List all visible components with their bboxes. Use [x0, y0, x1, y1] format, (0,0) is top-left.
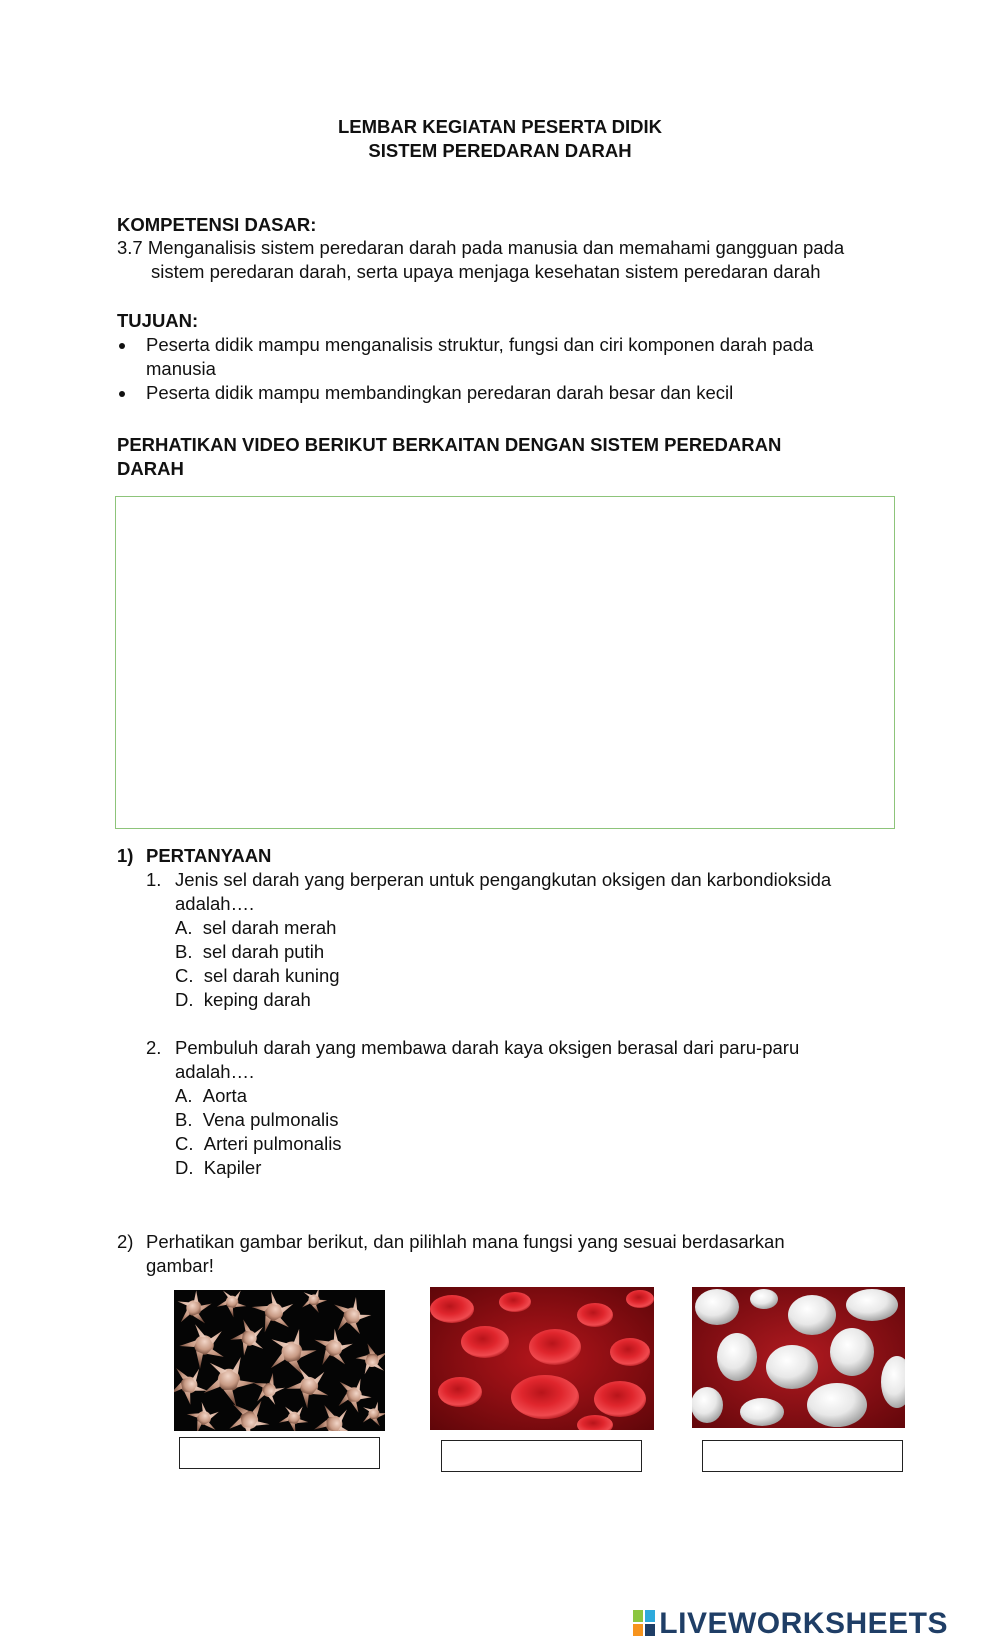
- question-2-number: 2.: [146, 1037, 162, 1058]
- section2-instruction-cont: gambar!: [146, 1255, 214, 1276]
- option-text: Arteri pulmonalis: [203, 1133, 342, 1154]
- option-letter: C.: [175, 965, 194, 986]
- document-title: LEMBAR KEGIATAN PESERTA DIDIK: [337, 116, 663, 137]
- answer-box-red-blood-cell[interactable]: [441, 1440, 642, 1472]
- option-letter: D.: [175, 1157, 194, 1178]
- section2-number: 2): [117, 1231, 134, 1252]
- logo-text: LIVEWORKSHEETS: [659, 1607, 948, 1640]
- q2-option-b[interactable]: [175, 1108, 339, 1132]
- q2-option-c[interactable]: [175, 1132, 342, 1156]
- option-letter: A.: [175, 1085, 193, 1106]
- option-text: keping darah: [203, 989, 311, 1010]
- option-text: sel darah kuning: [203, 965, 340, 986]
- tujuan-item-2: Peserta didik mampu membandingkan peredaran darah besar dan kecil: [146, 382, 734, 403]
- q1-option-c[interactable]: [175, 964, 340, 988]
- question-1-number: 1.: [146, 869, 162, 890]
- video-player[interactable]: [115, 496, 895, 829]
- section1-heading: PERTANYAAN: [146, 845, 272, 866]
- q2-option-a[interactable]: [175, 1084, 247, 1108]
- option-text: Kapiler: [203, 1157, 262, 1178]
- kompetensi-heading: KOMPETENSI DASAR:: [117, 214, 317, 235]
- white-blood-cell-illustration: [692, 1287, 905, 1428]
- q2-option-d[interactable]: [175, 1156, 261, 1180]
- platelet-illustration: [174, 1290, 385, 1431]
- kompetensi-text-line1: 3.7 Menganalisis sistem peredaran darah pada manusia dan memahami gangguan pada: [117, 237, 845, 258]
- question-1-text: Jenis sel darah yang berperan untuk pengangkutan oksigen dan karbondioksida: [175, 869, 832, 890]
- option-letter: D.: [175, 989, 194, 1010]
- section1-number: 1): [117, 845, 134, 866]
- platelet-image: [174, 1290, 385, 1431]
- answer-box-platelet[interactable]: [179, 1437, 380, 1469]
- option-letter: C.: [175, 1133, 194, 1154]
- video-instruction-line1: PERHATIKAN VIDEO BERIKUT BERKAITAN DENGAN SISTEM PEREDARAN: [117, 434, 782, 455]
- option-letter: A.: [175, 917, 193, 938]
- document-subtitle: SISTEM PEREDARAN DARAH: [368, 140, 632, 161]
- question-2-text-cont: adalah….: [175, 1061, 255, 1082]
- tujuan-item-1-cont: manusia: [146, 358, 216, 379]
- tujuan-item-1: Peserta didik mampu menganalisis struktur, fungsi dan ciri komponen darah pada: [146, 334, 814, 355]
- q1-option-d[interactable]: [175, 988, 311, 1012]
- question-2-text: Pembuluh darah yang membawa darah kaya oksigen berasal dari paru-paru: [175, 1037, 800, 1058]
- option-text: sel darah merah: [202, 917, 337, 938]
- option-text: Vena pulmonalis: [202, 1109, 339, 1130]
- red-blood-cell-illustration: [430, 1287, 654, 1430]
- option-text: sel darah putih: [202, 941, 325, 962]
- question-1-text-cont: adalah….: [175, 893, 255, 914]
- option-text: Aorta: [202, 1085, 247, 1106]
- option-letter: B.: [175, 941, 193, 962]
- white-blood-cell-image: [692, 1287, 905, 1428]
- red-blood-cell-image: [430, 1287, 654, 1430]
- section2-instruction: Perhatikan gambar berikut, dan pilihlah mana fungsi yang sesuai berdasarkan: [146, 1231, 785, 1252]
- kompetensi-text-line2: sistem peredaran darah, serta upaya menjaga kesehatan sistem peredaran darah: [151, 261, 821, 282]
- tujuan-heading: TUJUAN:: [117, 310, 199, 331]
- answer-box-white-blood-cell[interactable]: [702, 1440, 903, 1472]
- q1-option-a[interactable]: [175, 916, 336, 940]
- option-letter: B.: [175, 1109, 193, 1130]
- liveworksheets-logo: [633, 1607, 948, 1641]
- video-instruction-line2: DARAH: [117, 458, 184, 479]
- q1-option-b[interactable]: [175, 940, 324, 964]
- liveworksheets-logo-icon: [633, 1610, 657, 1638]
